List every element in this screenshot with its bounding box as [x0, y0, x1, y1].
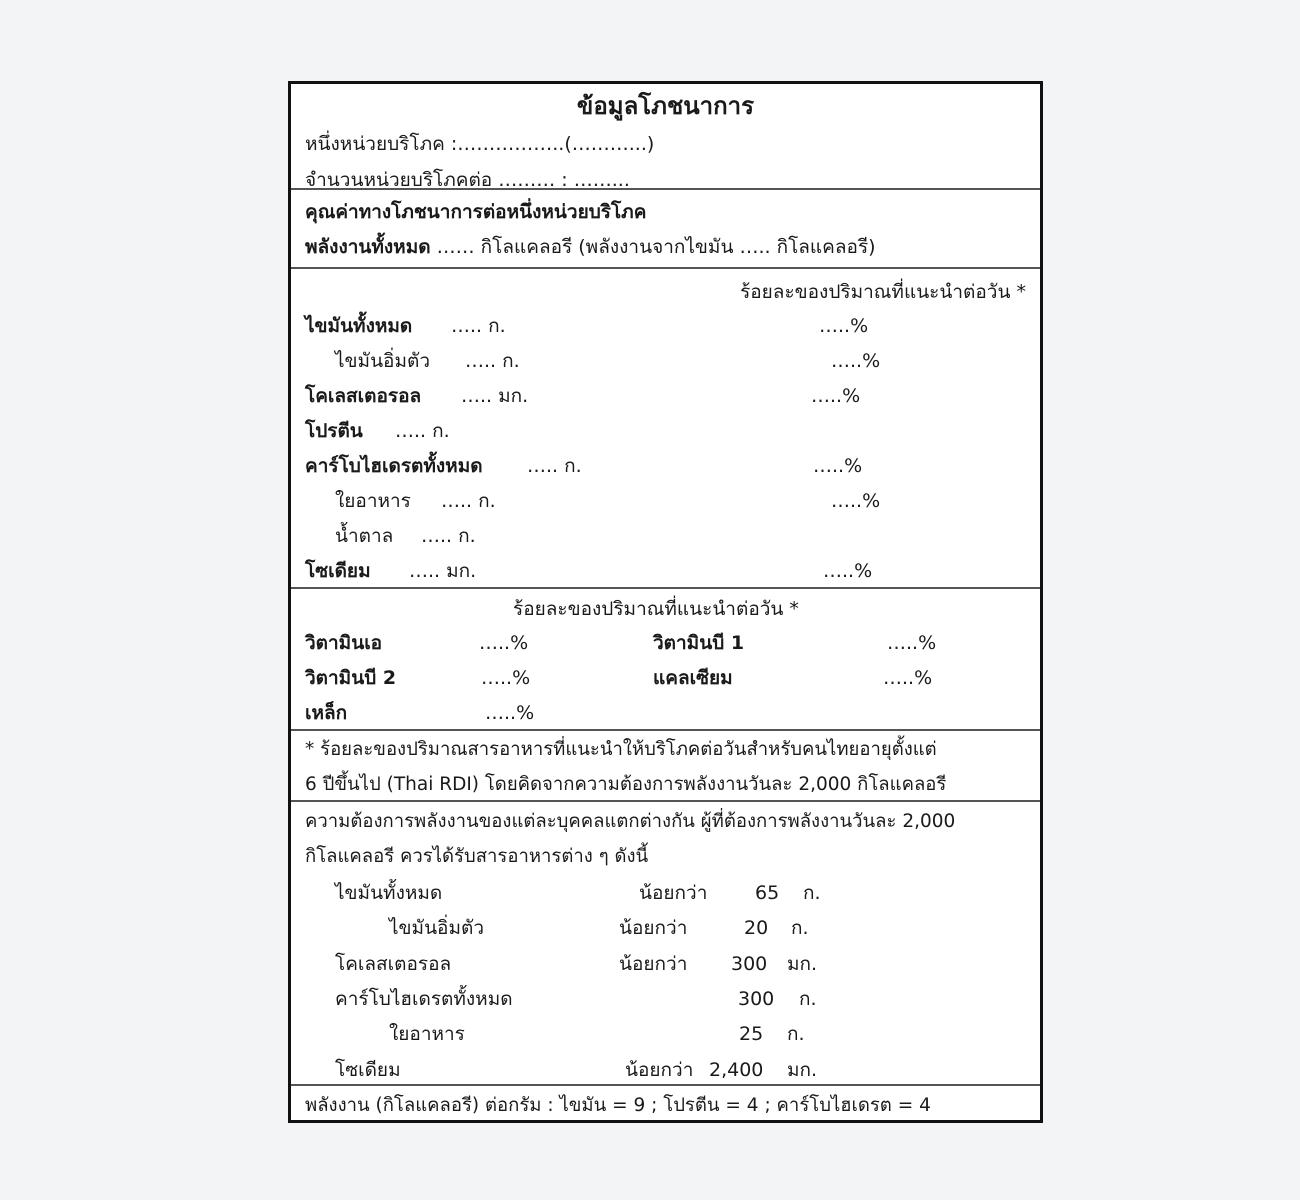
- nutrient-amount-total-carbohydrate: ….. ก.: [527, 455, 582, 477]
- servings-per-container: จำนวนหน่วยบริโภคต่อ ……… : ……...: [305, 169, 630, 191]
- energy-per-gram: พลังงาน (กิโลแคลอรี) ต่อกรัม : ไขมัน = 9 ; โปรตีน = 4 ; คาร์โบไฮเดรต = 4: [305, 1095, 931, 1116]
- nutrient-name-sodium: โซเดียม: [305, 560, 371, 582]
- nutrient-name-dietary-fiber: ใยอาหาร: [335, 490, 411, 512]
- needs-line-2: กิโลแคลอรี ควรได้รับสารอาหารต่าง ๆ ดังนี้: [305, 846, 649, 867]
- rdi-footnote-line-1: * ร้อยละของปริมาณสารอาหารที่แนะนำให้บริโภคต่อวันสำหรับคนไทยอายุตั้งแต่: [305, 739, 937, 760]
- nutrient-pct-total-carbohydrate: …..%: [813, 455, 863, 477]
- serving-size: หนึ่งหน่วยบริโภค :……………..(………...): [305, 133, 655, 155]
- dv-unit-cholesterol: มก.: [787, 953, 818, 975]
- nutrient-amount-protein: ….. ก.: [395, 420, 450, 442]
- dv-name-total-carbohydrate: คาร์โบไฮเดรตทั้งหมด: [335, 988, 513, 1010]
- nutrition-label: [288, 81, 1043, 1123]
- dv-value-cholesterol: 300: [731, 953, 768, 975]
- vitamins-header: ร้อยละของปริมาณที่แนะนำต่อวัน *: [513, 598, 799, 620]
- rdi-header: ร้อยละของปริมาณที่แนะนำต่อวัน *: [740, 281, 1026, 303]
- vitamin-name-b1: วิตามินบี 1: [653, 632, 745, 654]
- dv-name-total-fat: ไขมันทั้งหมด: [335, 882, 443, 904]
- nutrient-name-sugar: น้ำตาล: [335, 525, 394, 547]
- nutrient-pct-sodium: …..%: [823, 560, 873, 582]
- dv-value-sodium: 2,400: [709, 1059, 764, 1081]
- mineral-name-iron: เหล็ก: [305, 702, 348, 724]
- dv-name-cholesterol: โคเลสเตอรอล: [335, 953, 452, 975]
- nutrient-pct-saturated-fat: …..%: [831, 350, 881, 372]
- energy-value: …… กิโลแคลอรี (พลังงานจากไขมัน ….. กิโลแคลอรี): [436, 236, 876, 258]
- nutrient-name-saturated-fat: ไขมันอิ่มตัว: [335, 350, 430, 372]
- per-serving-heading: คุณค่าทางโภชนาการต่อหนึ่งหน่วยบริโภค: [305, 201, 647, 223]
- nutrient-pct-cholesterol: …..%: [811, 385, 861, 407]
- vitamin-pct-a: …..%: [479, 632, 529, 654]
- dv-name-dietary-fiber: ใยอาหาร: [389, 1023, 465, 1045]
- vitamin-name-a: วิตามินเอ: [305, 632, 383, 654]
- dv-value-total-carbohydrate: 300: [738, 988, 775, 1010]
- vitamin-pct-b1: …..%: [887, 632, 937, 654]
- rdi-footnote-line-2: 6 ปีขึ้นไป (Thai RDI) โดยคิดจากความต้องการพลังงานวันละ 2,000 กิโลแคลอรี: [305, 774, 947, 795]
- dv-unit-total-carbohydrate: ก.: [799, 988, 817, 1010]
- nutrient-amount-dietary-fiber: ….. ก.: [441, 490, 496, 512]
- nutrient-amount-total-fat: ….. ก.: [451, 315, 506, 337]
- label-title: ข้อมูลโภชนาการ: [576, 92, 755, 120]
- energy-line: [305, 235, 876, 259]
- dv-unit-sodium: มก.: [787, 1059, 818, 1081]
- nutrient-amount-cholesterol: ….. มก.: [461, 385, 529, 407]
- dv-value-saturated-fat: 20: [744, 917, 769, 939]
- dv-name-sodium: โซเดียม: [335, 1059, 401, 1081]
- dv-name-saturated-fat: ไขมันอิ่มตัว: [389, 917, 484, 939]
- divider: [291, 267, 1040, 269]
- divider: [291, 587, 1040, 589]
- dv-qualifier-saturated-fat: น้อยกว่า: [619, 917, 688, 939]
- vitamin-pct-b2: …..%: [481, 667, 531, 689]
- energy-label: พลังงานทั้งหมด: [305, 236, 431, 258]
- mineral-pct-iron: …..%: [485, 702, 535, 724]
- nutrient-name-protein: โปรตีน: [305, 420, 363, 442]
- dv-qualifier-total-fat: น้อยกว่า: [639, 882, 708, 904]
- dv-unit-total-fat: ก.: [803, 882, 821, 904]
- needs-line-1: ความต้องการพลังงานของแต่ละบุคคลแตกต่างกัน ผู้ที่ต้องการพลังงานวันละ 2,000: [305, 811, 956, 832]
- dv-qualifier-sodium: น้อยกว่า: [625, 1059, 694, 1081]
- dv-qualifier-cholesterol: น้อยกว่า: [619, 953, 688, 975]
- dv-unit-saturated-fat: ก.: [791, 917, 809, 939]
- vitamin-name-b2: วิตามินบี 2: [305, 667, 397, 689]
- nutrient-pct-total-fat: …..%: [819, 315, 869, 337]
- dv-value-total-fat: 65: [755, 882, 780, 904]
- divider: [291, 800, 1040, 802]
- nutrient-name-total-fat: ไขมันทั้งหมด: [305, 315, 413, 337]
- dv-value-dietary-fiber: 25: [739, 1023, 764, 1045]
- divider: [291, 188, 1040, 190]
- nutrient-amount-sugar: ….. ก.: [421, 525, 476, 547]
- nutrient-name-cholesterol: โคเลสเตอรอล: [305, 385, 422, 407]
- divider: [291, 729, 1040, 731]
- nutrient-amount-saturated-fat: ….. ก.: [465, 350, 520, 372]
- mineral-name-calcium: แคลเซียม: [653, 667, 733, 689]
- nutrient-name-total-carbohydrate: คาร์โบไฮเดรตทั้งหมด: [305, 455, 483, 477]
- divider: [291, 1084, 1040, 1086]
- nutrient-pct-dietary-fiber: …..%: [831, 490, 881, 512]
- dv-unit-dietary-fiber: ก.: [787, 1023, 805, 1045]
- mineral-pct-calcium: …..%: [883, 667, 933, 689]
- nutrient-amount-sodium: ….. มก.: [409, 560, 477, 582]
